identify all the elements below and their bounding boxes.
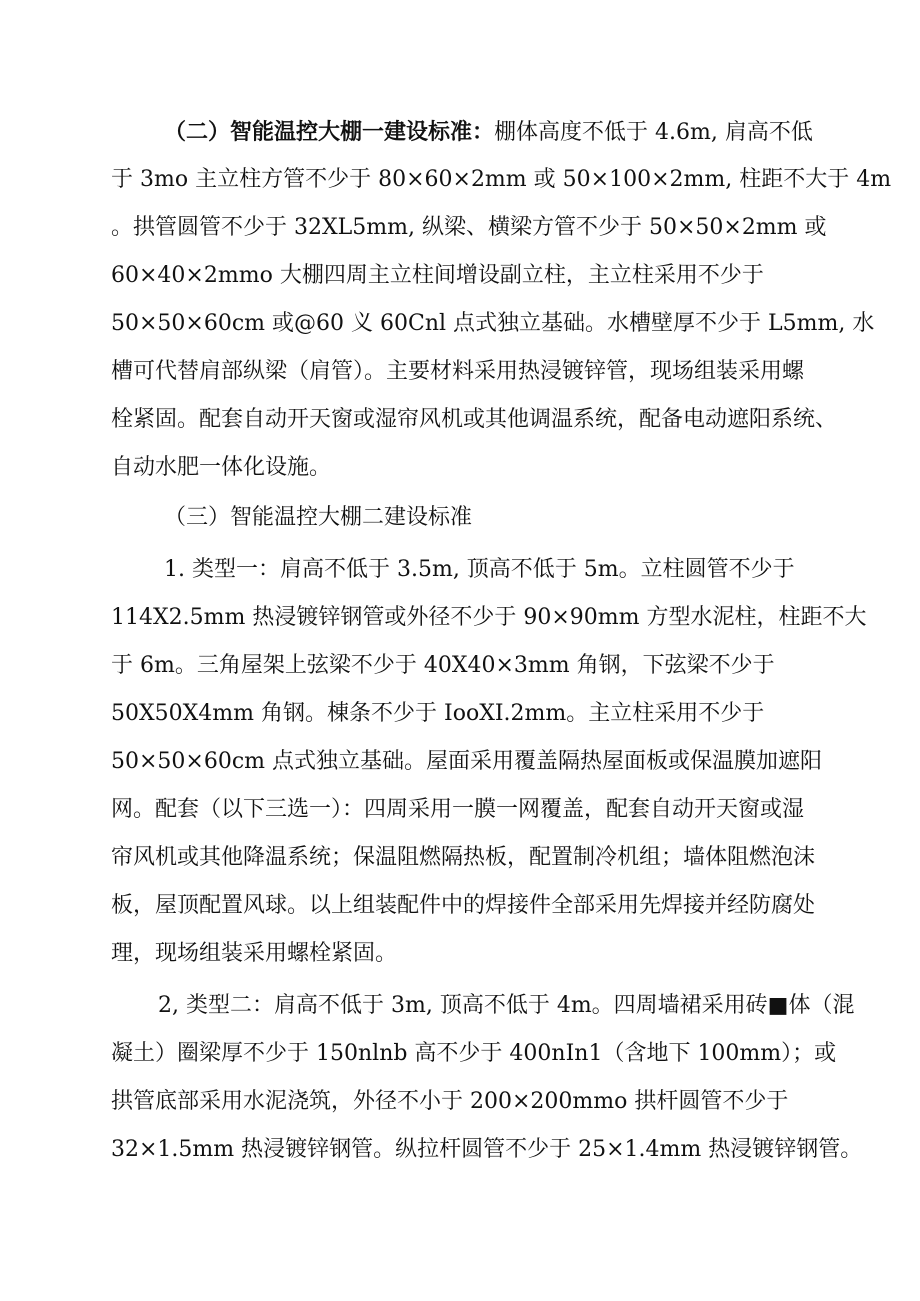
section2-first-line — [164, 118, 813, 147]
section2-line: 50×50×60cm 或@60 义 60Cnl 点式独立基础。水槽壁厚不少于 L5mm, 水 — [111, 311, 875, 336]
section3-heading: （三）智能温控大棚二建设标准 — [164, 505, 473, 530]
type2-line: 32×1.5mm 热浸镀锌钢管。纵拉杆圆管不少于 25×1.4mm 热浸镀锌钢管。 — [111, 1137, 863, 1162]
section2-line: 槽可代替肩部纵梁（肩管）。主要材料采用热浸镀锌管，现场组装采用螺 — [111, 359, 805, 384]
section2-line: 于 3mo 主立柱方管不少于 80×60×2mm 或 50×100×2mm, 柱距不大于 4m — [111, 167, 892, 192]
type1-line: 于 6m。三角屋架上弦梁不少于 40X40×3mm 角钢，下弦梁不少于 — [111, 653, 775, 678]
type1-line: 帘风机或其他降温系统；保温阻燃隔热板，配置制冷机组；墙体阻燃泡沫 — [111, 845, 816, 870]
section2-line: 。拱管圆管不少于 32XL5mm, 纵梁、横梁方管不少于 50×50×2mm 或 — [111, 215, 827, 240]
section2-heading: （二）智能温控大棚一建设标准： — [164, 119, 495, 145]
section2-line: 栓紧固。配套自动开天窗或湿帘风机或其他调温系统，配备电动遮阳系统、 — [111, 407, 838, 432]
section2-line: 60×40×2mmo 大棚四周主立柱间增设副立柱，主立柱采用不少于 — [111, 263, 764, 288]
type2-line: 凝土）圈梁厚不少于 150nlnb 高不少于 400nIn1（含地下 100mm）；或 — [111, 1041, 837, 1066]
type1-line: 50×50×60cm 点式独立基础。屋面采用覆盖隔热屋面板或保温膜加遮阳 — [111, 749, 823, 774]
type1-line: 1. 类型一：肩高不低于 3.5m, 顶高不低于 5m。立柱圆管不少于 — [164, 557, 795, 582]
section2-line: 自动水肥一体化设施。 — [111, 455, 332, 480]
type1-line: 板，屋顶配置风球。以上组装配件中的焊接件全部采用先焊接并经防腐处 — [111, 893, 816, 918]
type1-line: 114X2.5mm 热浸镀锌钢管或外径不少于 90×90mm 方型水泥柱，柱距不大 — [111, 605, 867, 630]
section2-line: 棚体高度不低于 4.6m, 肩高不低 — [494, 120, 813, 145]
type1-line: 网。配套（以下三选一）：四周采用一膜一网覆盖，配套自动开天窗或湿 — [111, 797, 805, 822]
type1-line: 理，现场组装采用螺栓紧固。 — [111, 941, 398, 966]
type2-line: 拱管底部采用水泥浇筑，外径不小于 200×200mmo 拱杆圆管不少于 — [111, 1089, 789, 1114]
type2-line: 2, 类型二：肩高不低于 3m, 顶高不低于 4m。四周墙裙采用砖■体（混 — [158, 993, 855, 1018]
type1-line: 50X50X4mm 角钢。棟条不少于 IooXI.2mm。主立柱采用不少于 — [111, 701, 765, 726]
